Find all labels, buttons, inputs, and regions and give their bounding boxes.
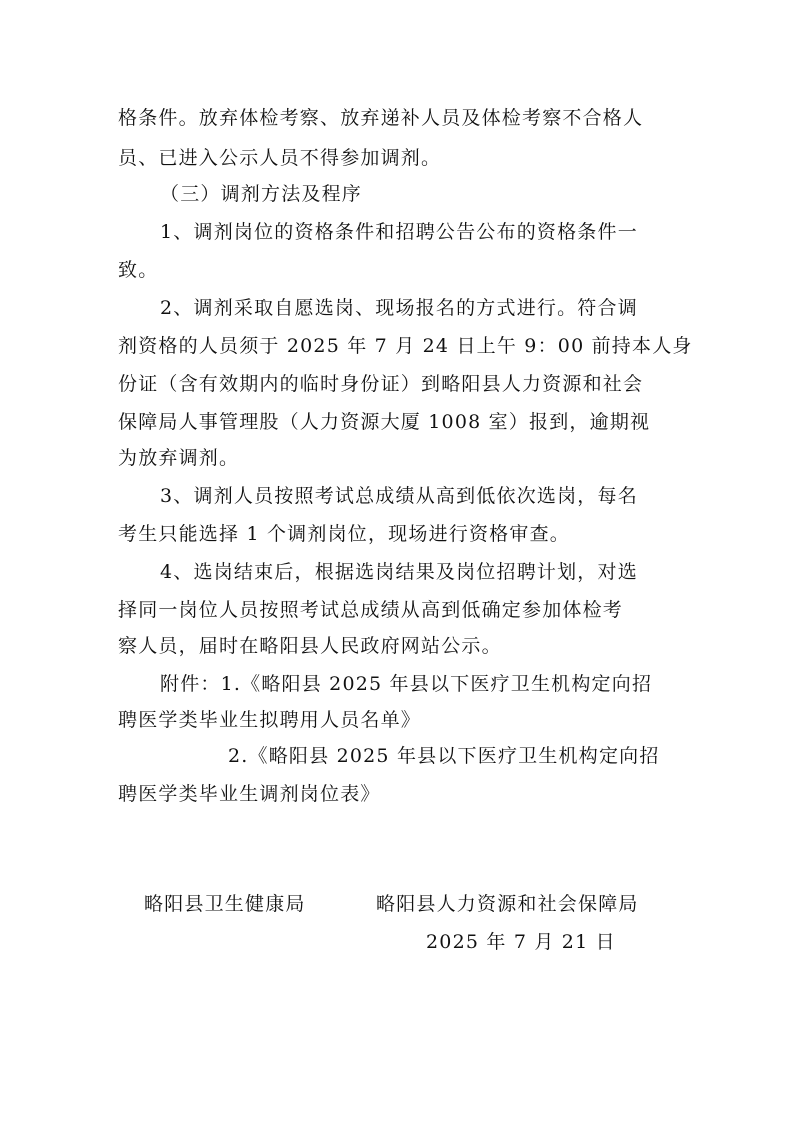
body-line: 3、调剂人员按照考试总成绩从高到低依次选岗，每名 <box>160 485 638 507</box>
body-line: 2、调剂采取自愿选岗、现场报名的方式进行。符合调 <box>160 297 638 319</box>
body-line: 员、已进入公示人员不得参加调剂。 <box>118 147 442 169</box>
section-heading: （三）调剂方法及程序 <box>160 183 363 205</box>
body-line: 保障局人事管理股（人力资源大厦 1008 室）报到，逾期视 <box>118 411 651 433</box>
body-line: 份证（含有效期内的临时身份证）到略阳县人力资源和社会 <box>118 373 644 395</box>
body-line: 剂资格的人员须于 2025 年 7 月 24 日上午 9：00 前持本人身 <box>118 335 693 357</box>
attachment-line: 2.《略阳县 2025 年县以下医疗卫生机构定向招 <box>228 745 660 767</box>
attachment-line: 附件：1.《略阳县 2025 年县以下医疗卫生机构定向招 <box>160 673 653 695</box>
attachment-line: 聘医学类毕业生调剂岗位表》 <box>118 783 381 805</box>
body-line: 4、选岗结束后，根据选岗结果及岗位招聘计划，对选 <box>160 561 638 583</box>
signature-org-health: 略阳县卫生健康局 <box>144 893 306 915</box>
body-line: 为放弃调剂。 <box>118 447 240 469</box>
signature-date: 2025 年 7 月 21 日 <box>426 931 616 953</box>
body-line: 1、调剂岗位的资格条件和招聘公告公布的资格条件一 <box>160 221 638 243</box>
attachment-line: 聘医学类毕业生拟聘用人员名单》 <box>118 709 422 731</box>
body-line: 考生只能选择 1 个调剂岗位，现场进行资格审查。 <box>118 523 570 545</box>
signature-org-hr: 略阳县人力资源和社会保障局 <box>376 893 639 915</box>
body-line: 察人员，届时在略阳县人民政府网站公示。 <box>118 635 502 657</box>
body-line: 格条件。放弃体检考察、放弃递补人员及体检考察不合格人 <box>118 107 644 129</box>
body-line: 致。 <box>118 259 159 281</box>
body-line: 择同一岗位人员按照考试总成绩从高到低确定参加体检考 <box>118 599 624 621</box>
